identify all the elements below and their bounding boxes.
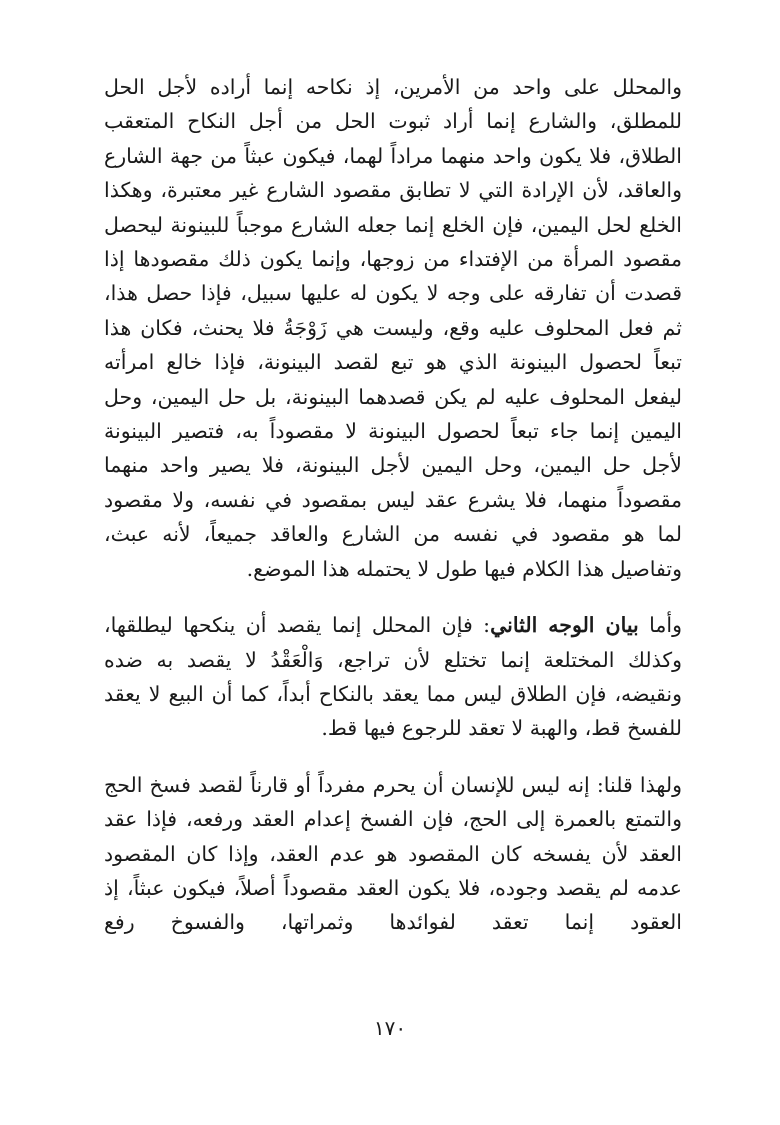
- paragraph-2: [104, 608, 682, 746]
- paragraph-3-text: ولهذا قلنا: إنه ليس للإنسان أن يحرم مفرداً أو قارناً لقصد فسخ الحج والتمتع بالعمرة إلى الحج، فإن الفسخ إعدام العقد ورفعه، فإذا عقد العقد لأن يفسخه كان المقصود هو عدم العقد، وإذا كان المقصود عدمه لم يقصد وجوده، فلا يكون العقد مقصوداً أصلاً، فيكون عبثاً، إذ العقود إنما تعقد لفوائدها وثمراتها، والفسوخ رفع: [104, 772, 682, 935]
- paragraph-2-lead: وأما: [638, 613, 683, 638]
- paragraph-3: [104, 768, 682, 940]
- paragraph-1: [104, 70, 682, 586]
- paragraph-2-heading: بيان الوجه الثاني: [490, 613, 639, 638]
- paragraph-2-text: : فإن المحلل إنما يقصد أن ينكحها ليطلقها، وكذلك المختلعة إنما تختلع لأن تراجع، وَالْعَقْدُ لا يقصد به ضده ونقيضه، فإن الطلاق ليس مما يعقد بالنكاح أبداً، كما أن البيع لا يعقد للفسخ قط، والهبة لا تعقد للرجوع فيها قط.: [104, 613, 682, 741]
- page-body: [104, 70, 682, 940]
- page-number: ١٧٠: [373, 1016, 407, 1040]
- paragraph-1-text: والمحلل على واحد من الأمرين، إذ نكاحه إنما أراده لأجل الحل للمطلق، والشارع إنما أراد ثبوت الحل من أجل النكاح المتعقب الطلاق، فلا يكون واحد منهما مراداً لهما، فيكون عبثاً من جهة الشارع والعاقد، لأن الإرادة التي لا تطابق مقصود الشارع غير معتبرة، وهكذا الخلع لحل اليمين، فإن الخلع إنما جعله الشارع موجباً للبينونة ليحصل مقصود المرأة من الإفتداء من زوجها، وإنما يكون ذلك مقصودها إذا قصدت أن تفارقه على وجه لا يكون له عليها سبيل، فإذا حصل هذا، ثم فعل المحلوف عليه وقع، وليست هي زَوْجَةُ فلا يحنث، فكان هذا تبعاً لحصول البينونة الذي هو تبع لقصد البينونة، فإذا خالع امرأته ليفعل المحلوف عليه لم يكن قصدهما البينونة، بل حل اليمين، وحل اليمين إنما جاء تبعاً لحصول البينونة لا مقصوداً به، فتصير البينونة لأجل حل اليمين، وحل اليمين لأجل البينونة، فلا يصير واحد منهما مقصوداً منهما، فلا يشرع عقد ليس بمقصود في نفسه، ولا مقصود لما هو مقصود في نفسه من الشارع والعاقد جميعاً، لأنه عبث، وتفاصيل هذا الكلام فيها طول لا يحتمله هذا الموضع.: [104, 75, 682, 581]
